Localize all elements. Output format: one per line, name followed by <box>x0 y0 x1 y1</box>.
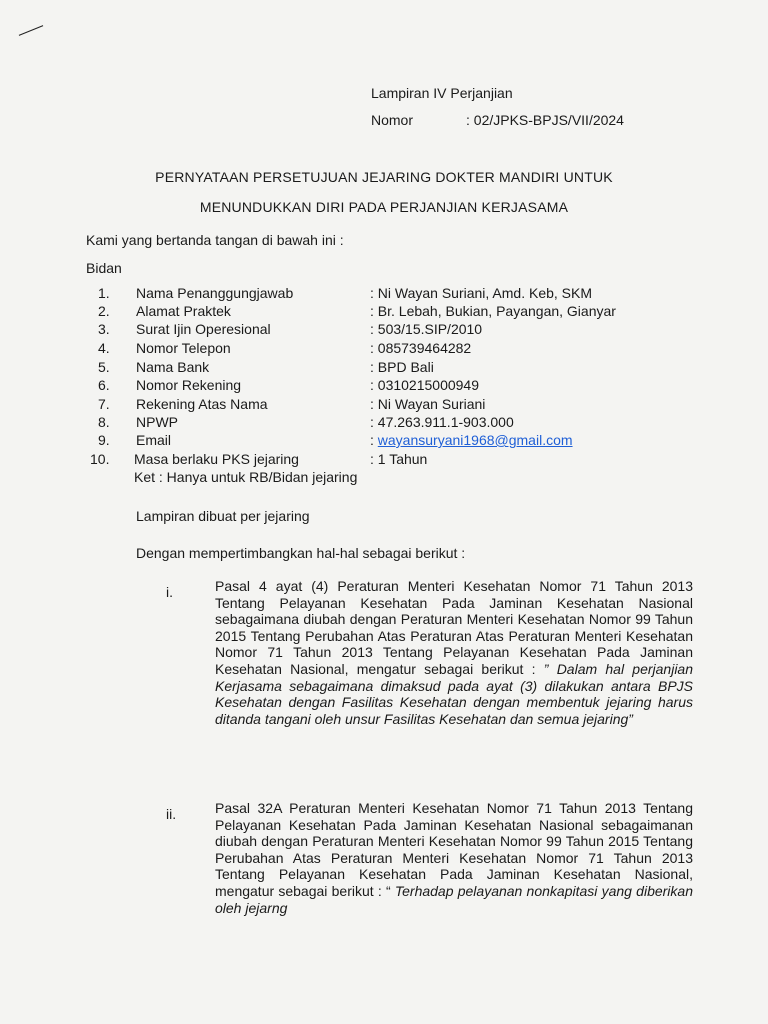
field-number: 8. <box>98 414 110 430</box>
item-text: Pasal 4 ayat (4) Peraturan Menteri Kesehatan Nomor 71 Tahun 2013 Tentang Pelayanan Kesehatan Pada Jaminan Kesehatan Nasional sebagaimana diubah dengan Peraturan Menteri Kesehatan Nomor 99 Tahun 2015 Tentang Perubahan Atas Peraturan Atas Peraturan Menteri Kesehatan Nomor 71 Tahun 2013 Tentang Pelayanan Kesehatan Pada Jaminan Kesehatan Nasional, mengatur sebagai berikut : <box>215 578 693 677</box>
nomor-label: Nomor <box>371 112 414 128</box>
field-value: : Br. Lebah, Bukian, Payangan, Gianyar <box>370 303 616 319</box>
scan-mark <box>19 25 43 36</box>
lampiran-label: Lampiran IV Perjanjian <box>371 85 513 101</box>
intro-text: Kami yang bertanda tangan di bawah ini : <box>86 232 344 248</box>
ket-note: Ket : Hanya untuk RB/Bidan jejaring <box>134 469 358 485</box>
field-label: Masa berlaku PKS jejaring <box>134 451 299 467</box>
field-label: Nomor Telepon <box>136 340 231 356</box>
field-value: : Ni Wayan Suriani <box>370 396 486 412</box>
considering-text: Dengan mempertimbangkan hal-hal sebagai berikut : <box>136 545 466 561</box>
field-value: : 47.263.911.1-903.000 <box>370 414 514 430</box>
category-label: Bidan <box>86 260 122 276</box>
field-label: Surat Ijin Operesional <box>136 321 271 337</box>
field-number: 5. <box>98 359 110 375</box>
field-number: 7. <box>98 396 110 412</box>
email-colon: : <box>370 432 374 448</box>
title-line-1: PERNYATAAN PERSETUJUAN JEJARING DOKTER MANDIRI UNTUK <box>155 169 613 185</box>
field-number: 6. <box>98 377 110 393</box>
field-label: Nama Bank <box>136 359 210 375</box>
item-quote: ” Dalam hal perjanjian Kerjasama sebagaimana dimaksud pada ayat (3) dilakukan antara BPJS Kesehatan dengan Fasilitas Kesehatan dengan membentuk jejaring harus ditanda tangani oleh unsur Fasilitas Kesehatan dan semua jejaring” <box>215 660 693 727</box>
field-label: Email <box>136 432 172 448</box>
field-label: Nama Penanggungjawab <box>136 285 294 301</box>
item-quote: Terhadap pelayanan nonkapitasi yang diberikan oleh jejarng <box>215 882 693 916</box>
title-line-2: MENUNDUKKAN DIRI PADA PERJANJIAN KERJASAMA <box>199 199 569 215</box>
field-number: 2. <box>98 303 110 319</box>
item-paragraph <box>215 578 693 727</box>
nomor-value: : 02/JPKS-BPJS/VII/2024 <box>466 112 624 128</box>
field-number: 3. <box>98 321 110 337</box>
field-label: NPWP <box>136 414 178 430</box>
field-label: Rekening Atas Nama <box>136 396 268 412</box>
field-number: 9. <box>98 432 110 448</box>
field-value: : Ni Wayan Suriani, Amd. Keb, SKM <box>370 285 593 301</box>
field-label: Nomor Rekening <box>136 377 242 393</box>
item-paragraph <box>215 800 693 916</box>
email-link[interactable]: wayansuryani1968@gmail.com <box>377 432 573 448</box>
field-value: : 1 Tahun <box>370 451 428 467</box>
field-value <box>370 432 573 448</box>
field-label: Alamat Praktek <box>136 303 231 319</box>
item-roman: i. <box>166 584 173 600</box>
item-roman: ii. <box>166 806 177 822</box>
lampiran-note: Lampiran dibuat per jejaring <box>136 508 310 524</box>
item-text: Pasal 32A Peraturan Menteri Kesehatan Nomor 71 Tahun 2013 Tentang Pelayanan Kesehatan Pada Jaminan Kesehatan Nasional sebagaimanan diubah dengan Peraturan Menteri Kesehatan Nomor 99 Tahun 2015 Tentang Perubahan Atas Peraturan Menteri Kesehatan Nomor 71 Tahun 2013 Tentang Pelayanan Kesehatan Pada Jaminan Kesehatan Nasional, mengatur sebagai berikut : “ <box>215 800 693 899</box>
field-value: : 085739464282 <box>370 340 472 356</box>
field-number: 4. <box>98 340 110 356</box>
field-number: 10. <box>90 451 110 467</box>
field-number: 1. <box>98 285 110 301</box>
field-value: : 0310215000949 <box>370 377 479 393</box>
field-value: : 503/15.SIP/2010 <box>370 321 483 337</box>
field-value: : BPD Bali <box>370 359 434 375</box>
